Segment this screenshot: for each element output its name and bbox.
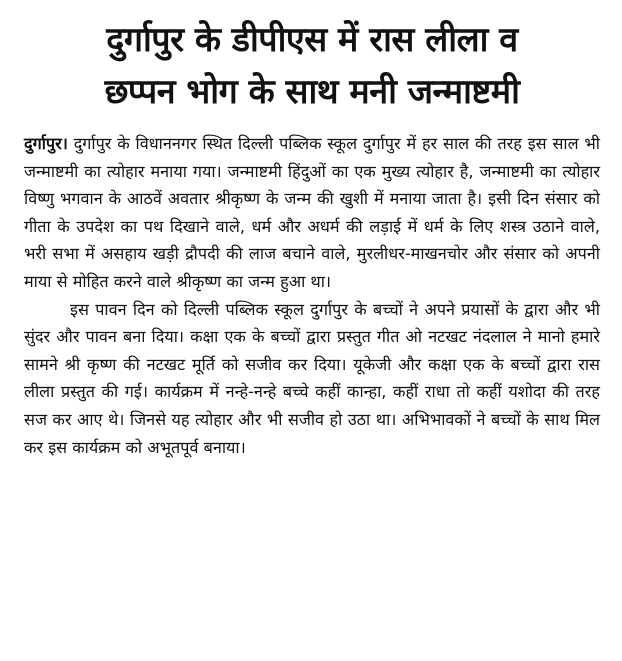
paragraph-1: [24, 130, 600, 296]
paragraph-1-text: दुर्गापुर के विधाननगर स्थित दिल्ली पब्लिक स्कूल दुर्गापुर में हर साल की तरह इस साल भी जन्माष्टमी का त्योहार मनाया गया। जन्माष्टमी हिंदुओं का एक मुख्य त्योहार है, जन्माष्टमी का त्योहार विष्णु भगवान के आठवें अवतार श्रीकृष्ण के जन्म की खुशी में मनाया जाता है। इसी दिन संसार को गीता के उपदेश का पथ दिखाने वाले, धर्म और अधर्म की लड़ाई में धर्म के लिए शस्त्र उठाने वाले, भरी सभा में असहाय खड़ी द्रौपदी की लाज बचाने वाले, मुरलीधर-माखनचोर और संसार को अपनी माया से मोहित करने वाले श्रीकृष्ण का जन्म हुआ था।: [24, 134, 600, 291]
headline-line-2: छप्पन भोग के साथ मनी जन्माष्टमी: [104, 72, 520, 112]
headline: [24, 14, 600, 118]
paragraph-2: इस पावन दिन को दिल्ली पब्लिक स्कूल दुर्गापुर के बच्चों ने अपने प्रयासों के द्वारा और भी सुंदर और पावन बना दिया। कक्षा एक के बच्चों द्वारा प्रस्तुत गीत ओ नटखट नंदलाल ने मानो हमारे सामने श्री कृष्ण की नटखट मूर्ति को सजीव कर दिया। यूकेजी और कक्षा एक के बच्चों द्वारा रास लीला प्रस्तुत की गई। कार्यक्रम में नन्हे-नन्हे बच्चे कहीं कान्हा, कहीं राधा तो कहीं यशोदा की तरह सज कर आए थे। जिनसे यह त्योहार और भी सजीव हो उठा था। अभिभावकों ने बच्चों के साथ मिल कर इस कार्यक्रम को अभूतपूर्व बनाया।: [24, 299, 600, 457]
headline-line-1: दुर्गापुर के डीपीएस में रास लीला व: [106, 20, 518, 60]
dateline: दुर्गापुर।: [24, 134, 68, 153]
article-body: [24, 130, 600, 461]
